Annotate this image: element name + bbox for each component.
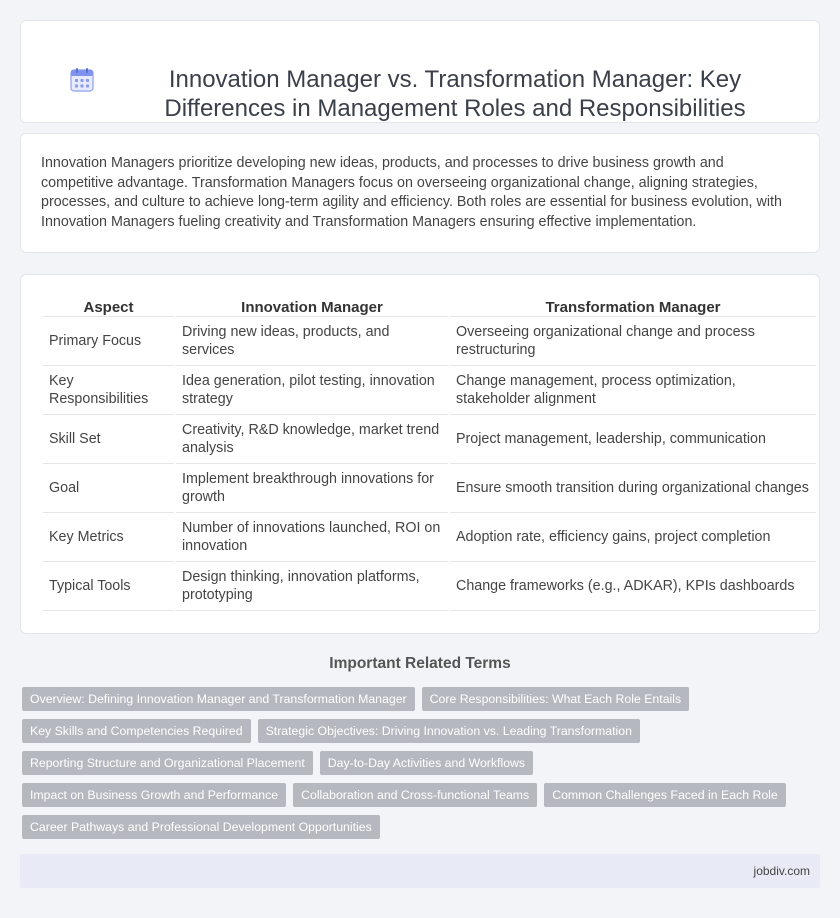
header-transformation-manager: Transformation Manager xyxy=(450,295,816,317)
table-row xyxy=(43,317,816,366)
comparison-table xyxy=(41,295,818,611)
related-term-tag[interactable]: Day-to-Day Activities and Workflows xyxy=(320,751,533,775)
header-aspect: Aspect xyxy=(43,295,174,317)
cell-aspect: Key Metrics xyxy=(43,513,174,562)
cell-innovation: Driving new ideas, products, and services xyxy=(176,317,448,366)
cell-transformation: Adoption rate, efficiency gains, project completion xyxy=(450,513,816,562)
table-row xyxy=(43,415,816,464)
related-term-tag[interactable]: Impact on Business Growth and Performance xyxy=(22,783,286,807)
related-term-tag[interactable]: Collaboration and Cross-functional Teams xyxy=(293,783,537,807)
related-term-tag[interactable]: Common Challenges Faced in Each Role xyxy=(544,783,786,807)
cell-aspect: Primary Focus xyxy=(43,317,174,366)
related-term-tag[interactable]: Core Responsibilities: What Each Role Entails xyxy=(422,687,690,711)
table-row xyxy=(43,513,816,562)
table-header-row xyxy=(43,295,816,317)
related-terms-title: Important Related Terms xyxy=(329,655,511,672)
page-title: Innovation Manager vs. Transformation Manager: Key Differences in Management Roles and Responsibilities xyxy=(164,66,746,122)
cell-innovation: Number of innovations launched, ROI on innovation xyxy=(176,513,448,562)
table-row xyxy=(43,366,816,415)
related-term-tag[interactable]: Key Skills and Competencies Required xyxy=(22,719,251,743)
cell-transformation: Overseeing organizational change and process restructuring xyxy=(450,317,816,366)
cell-transformation: Change frameworks (e.g., ADKAR), KPIs dashboards xyxy=(450,562,816,611)
title-card xyxy=(20,20,820,123)
footer xyxy=(20,854,820,888)
comparison-card xyxy=(20,274,820,634)
cell-innovation: Implement breakthrough innovations for growth xyxy=(176,464,448,513)
related-term-tag[interactable]: Career Pathways and Professional Development Opportunities xyxy=(22,815,380,839)
related-term-tag[interactable]: Strategic Objectives: Driving Innovation vs. Leading Transformation xyxy=(258,719,640,743)
cell-transformation: Change management, process optimization, stakeholder alignment xyxy=(450,366,816,415)
cell-aspect: Key Responsibilities xyxy=(43,366,174,415)
calendar-icon xyxy=(69,67,95,93)
description-text: Innovation Managers prioritize developing new ideas, products, and processes to drive business growth and competitive advantage. Transformation Managers focus on overseeing organizational change, aligning strategies, processes, and culture to achieve long-term agility and efficiency. Both roles are essential for business evolution, with Innovation Managers fueling creativity and Transformation Managers ensuring effective implementation. xyxy=(41,155,782,230)
header-innovation-manager: Innovation Manager xyxy=(176,295,448,317)
cell-transformation: Project management, leadership, communication xyxy=(450,415,816,464)
cell-innovation: Idea generation, pilot testing, innovation strategy xyxy=(176,366,448,415)
cell-aspect: Goal xyxy=(43,464,174,513)
related-terms-list xyxy=(22,687,792,839)
table-row xyxy=(43,464,816,513)
description-card xyxy=(20,133,820,253)
cell-aspect: Typical Tools xyxy=(43,562,174,611)
cell-transformation: Ensure smooth transition during organizational changes xyxy=(450,464,816,513)
cell-aspect: Skill Set xyxy=(43,415,174,464)
cell-innovation: Design thinking, innovation platforms, prototyping xyxy=(176,562,448,611)
cell-innovation: Creativity, R&D knowledge, market trend analysis xyxy=(176,415,448,464)
table-row xyxy=(43,562,816,611)
related-term-tag[interactable]: Reporting Structure and Organizational Placement xyxy=(22,751,313,775)
footer-site-link[interactable]: jobdiv.com xyxy=(753,864,810,878)
related-term-tag[interactable]: Overview: Defining Innovation Manager and Transformation Manager xyxy=(22,687,415,711)
